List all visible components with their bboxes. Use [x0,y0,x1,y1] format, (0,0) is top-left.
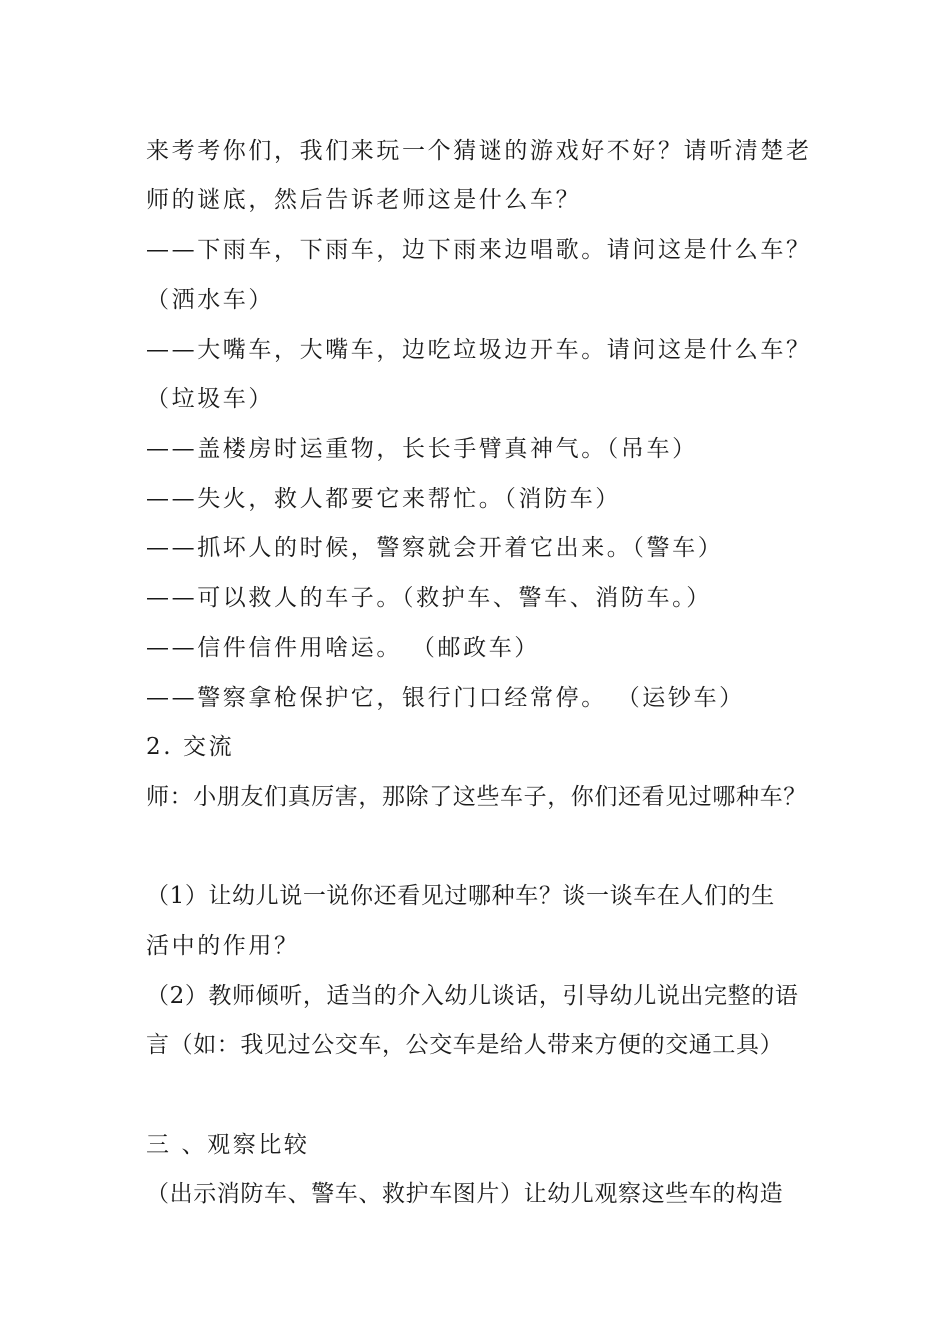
text-line: （2）教师倾听，适当的介入幼儿谈话，引导幼儿说出完整的语 [146,983,799,1009]
text-line: （出示消防车、警车、救护车图片）让幼儿观察这些车的构造 [146,1181,784,1207]
section-heading: 三 、观察比较 [146,1132,310,1158]
text-line: 言（如：我见过公交车，公交车是给人带来方便的交通工具） [146,1032,784,1058]
section-heading: 2. 交流 [146,734,235,760]
text-line: ——失火，救人都要它来帮忙。（消防车） [146,486,621,512]
text-line: 师：小朋友们真厉害，那除了这些车子，你们还看见过哪种车？ [146,784,807,810]
text-line: 师的谜底，然后告诉老师这是什么车？ [146,187,582,213]
text-line: ——抓坏人的时候，警察就会开着它出来。（警车） [146,535,724,561]
text-line: ——可以救人的车子。（救护车、警车、消防车。） [146,585,712,611]
text-line: （洒水车） [146,287,274,313]
text-line: ——警察拿枪保护它，银行门口经常停。 （运钞车） [146,685,745,711]
text-line: ——盖楼房时运重物，长长手臂真神气。（吊车） [146,436,698,462]
text-line: ——信件信件用啥运。 （邮政车） [146,635,540,661]
text-line: （1）让幼儿说一说你还看见过哪种车？谈一谈车在人们的生 [146,883,775,909]
text-line: （垃圾车） [146,386,274,412]
text-line: ——大嘴车，大嘴车，边吃垃圾边开车。请问这是什么车？ [146,337,812,363]
text-line: 来考考你们，我们来玩一个猜谜的游戏好不好？请听清楚老 [146,138,812,164]
text-line: 活中的作用？ [146,933,300,959]
text-line: ——下雨车，下雨车，边下雨来边唱歌。请问这是什么车？ [146,237,812,263]
